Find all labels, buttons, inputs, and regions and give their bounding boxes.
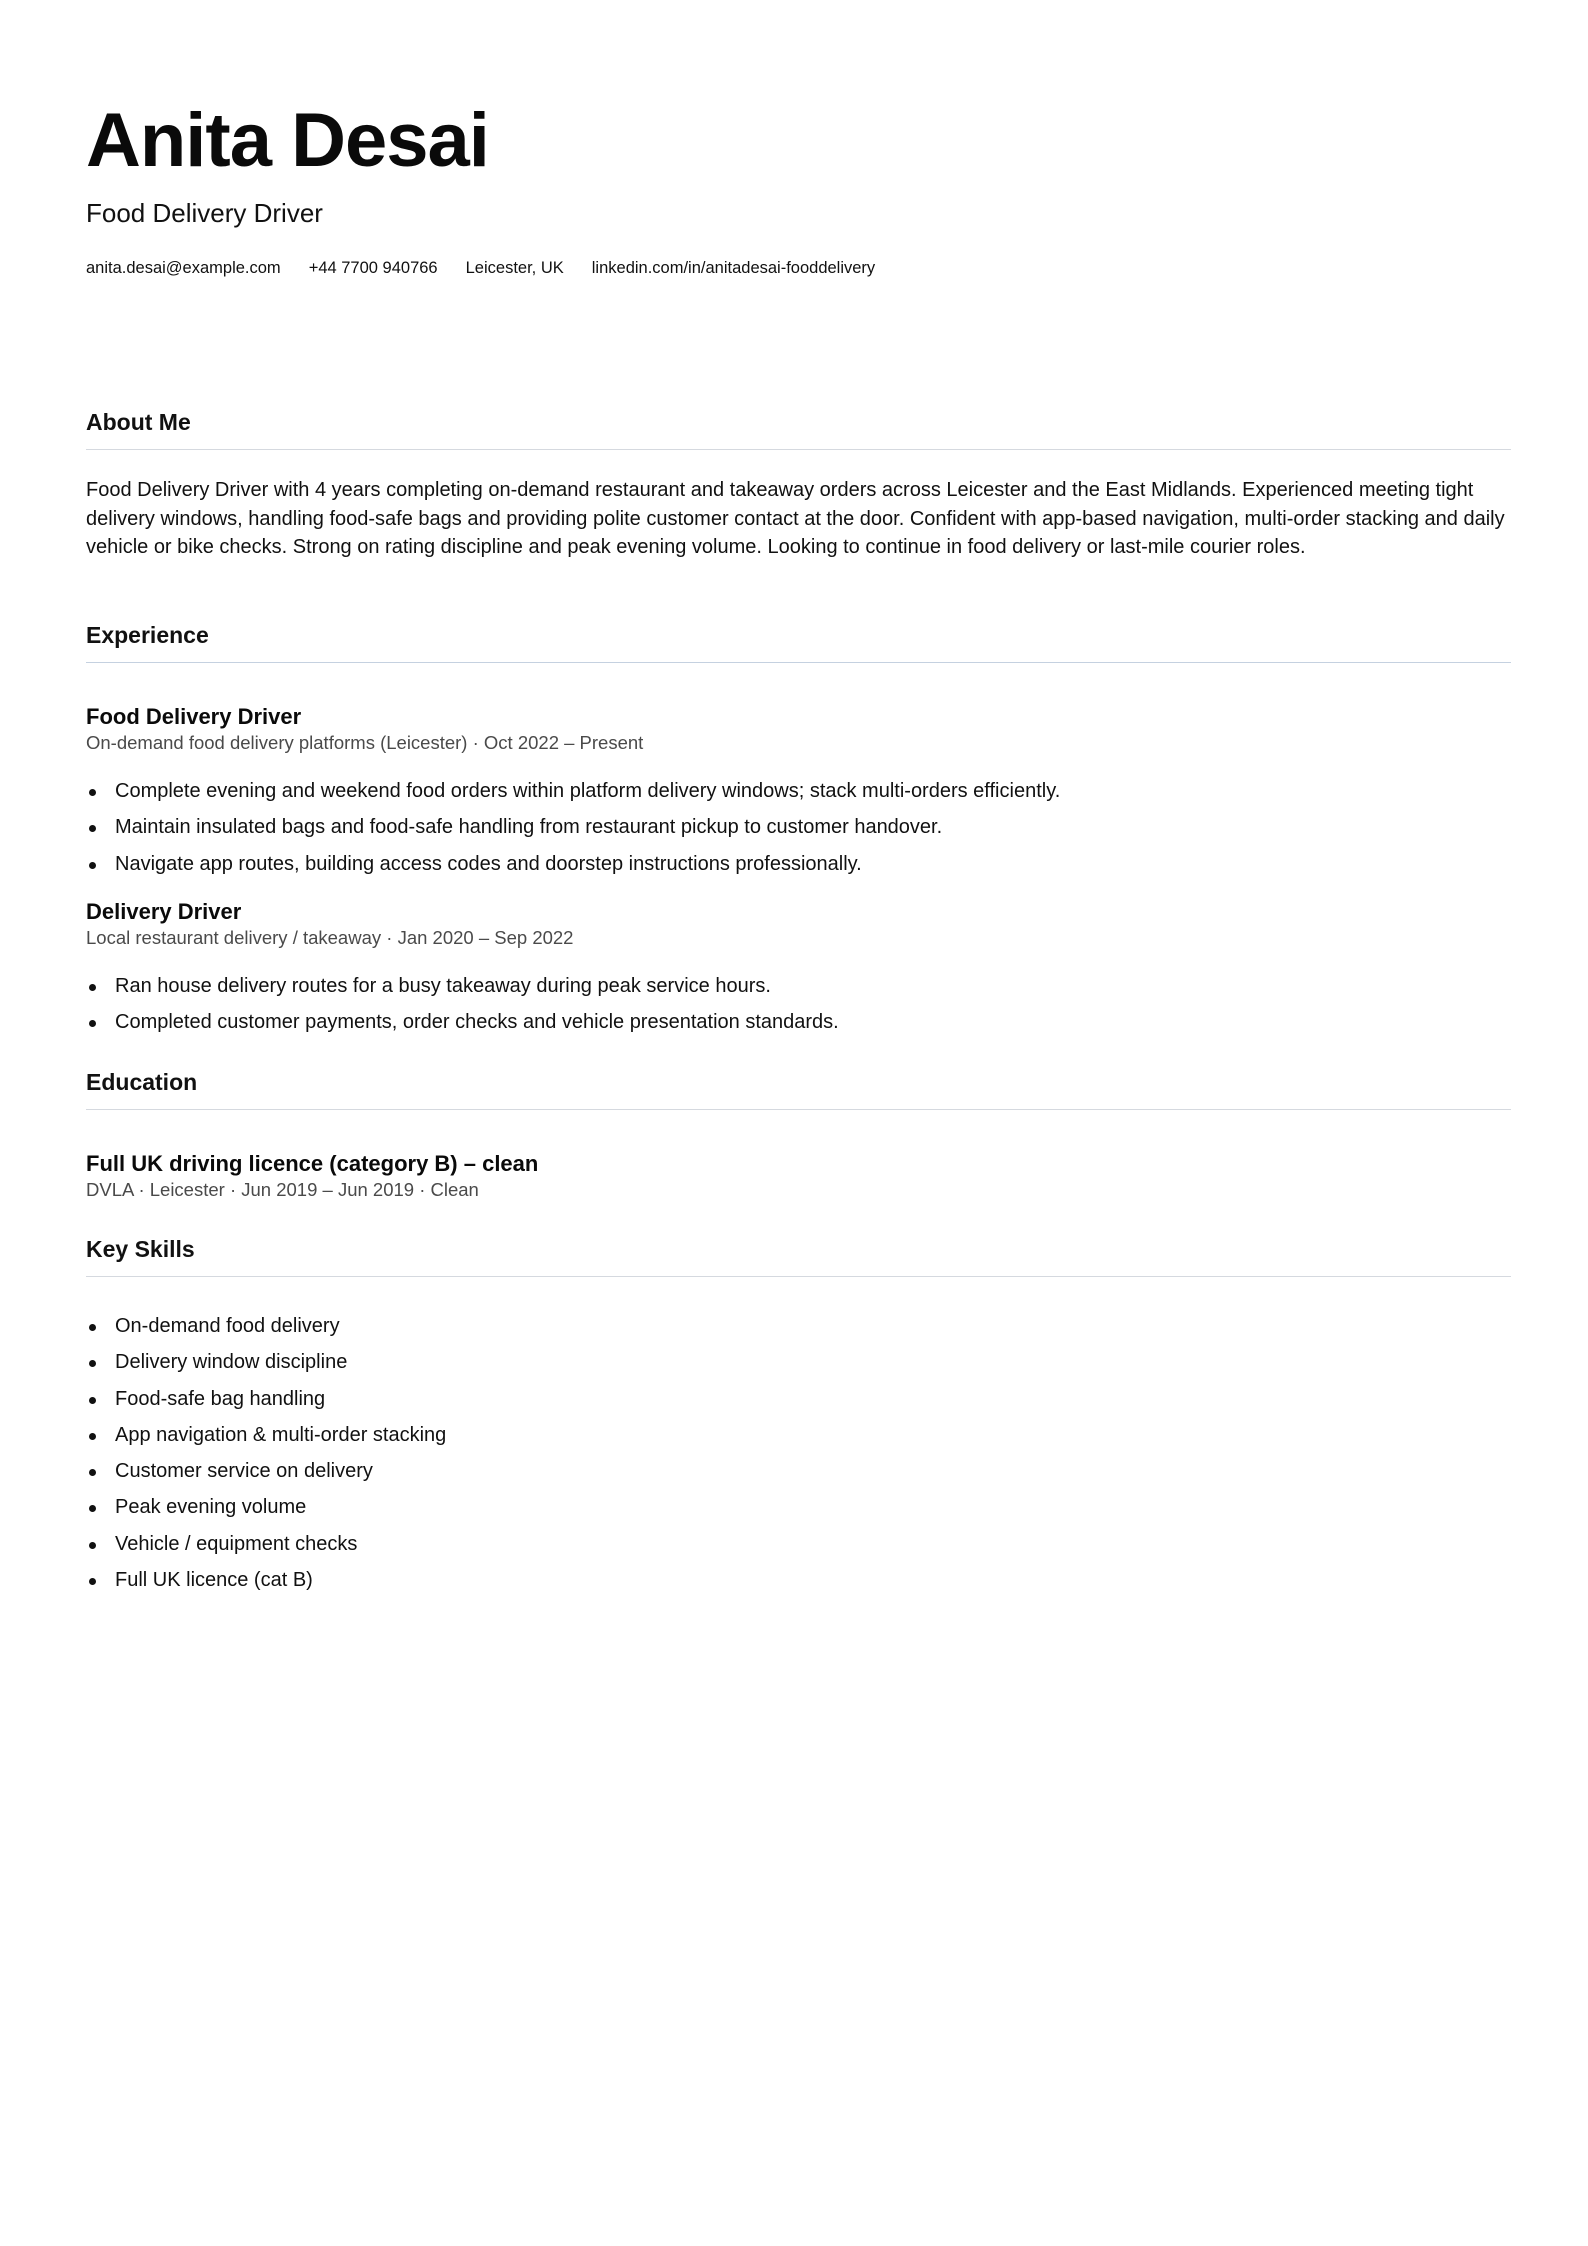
job-bullet: Complete evening and weekend food orders within platform delivery windows; stack multi-orders efficiently. [86,773,1511,809]
about-heading: About Me [86,407,1511,450]
job-bullet: Maintain insulated bags and food-safe handling from restaurant pickup to customer handover. [86,809,1511,845]
education-title: Full UK driving licence (category B) – clean [86,1151,539,1176]
experience-section [86,620,1511,1040]
education-heading: Education [86,1067,1511,1110]
skills-list [86,1308,1511,1598]
about-text: Food Delivery Driver with 4 years completing on-demand restaurant and takeaway orders across Leicester and the East Midlands. Experienced meeting tight delivery windows, handling food-safe bags and providing polite customer contact at the door. Confident with app-based navigation, multi-order stacking and daily vehicle or bike checks. Strong on rating discipline and peak evening volume. Looking to continue in food delivery or last-mile courier roles. [86,479,1505,558]
about-section [86,407,1511,562]
skill-item: Customer service on delivery [86,1453,1511,1489]
skill-item: Vehicle / equipment checks [86,1526,1511,1562]
job-bullet: Ran house delivery routes for a busy takeaway during peak service hours. [86,968,1511,1004]
skill-item: Delivery window discipline [86,1344,1511,1380]
skill-item: Food-safe bag handling [86,1381,1511,1417]
contact-phone: +44 7700 940766 [308,259,438,277]
contact-linkedin: linkedin.com/in/anitadesai-fooddelivery [591,259,876,277]
job-bullets [86,773,1511,882]
experience-heading: Experience [86,620,1511,663]
skill-item: App navigation & multi-order stacking [86,1417,1511,1453]
job-bullet: Navigate app routes, building access codes and doorstep instructions professionally. [86,846,1511,882]
job-title: Delivery Driver [86,898,242,924]
job-title: Food Delivery Driver [86,704,302,729]
job-entry [86,703,1511,882]
skills-section [86,1234,1511,1598]
job-bullet: Completed customer payments, order checks and vehicle presentation standards. [86,1004,1511,1040]
job-meta: Local restaurant delivery / takeaway · Jan 2020 – Sep 2022 [86,926,574,948]
candidate-name: Anita Desai [86,98,489,183]
education-entry [86,1150,1511,1202]
contact-email: anita.desai@example.com [86,259,281,277]
skill-item: Peak evening volume [86,1489,1511,1525]
job-meta: On-demand food delivery platforms (Leicester) · Oct 2022 – Present [86,732,644,753]
contact-row [86,257,875,279]
job-entry [86,898,1511,1041]
education-meta: DVLA · Leicester · Jun 2019 – Jun 2019 · Clean [86,1179,479,1200]
job-bullets [86,968,1511,1041]
skills-heading: Key Skills [86,1234,1511,1277]
skill-item: Full UK licence (cat B) [86,1562,1511,1598]
skill-item: On-demand food delivery [86,1308,1511,1344]
education-section [86,1067,1511,1202]
candidate-role: Food Delivery Driver [86,198,323,228]
contact-location: Leicester, UK [465,259,564,277]
